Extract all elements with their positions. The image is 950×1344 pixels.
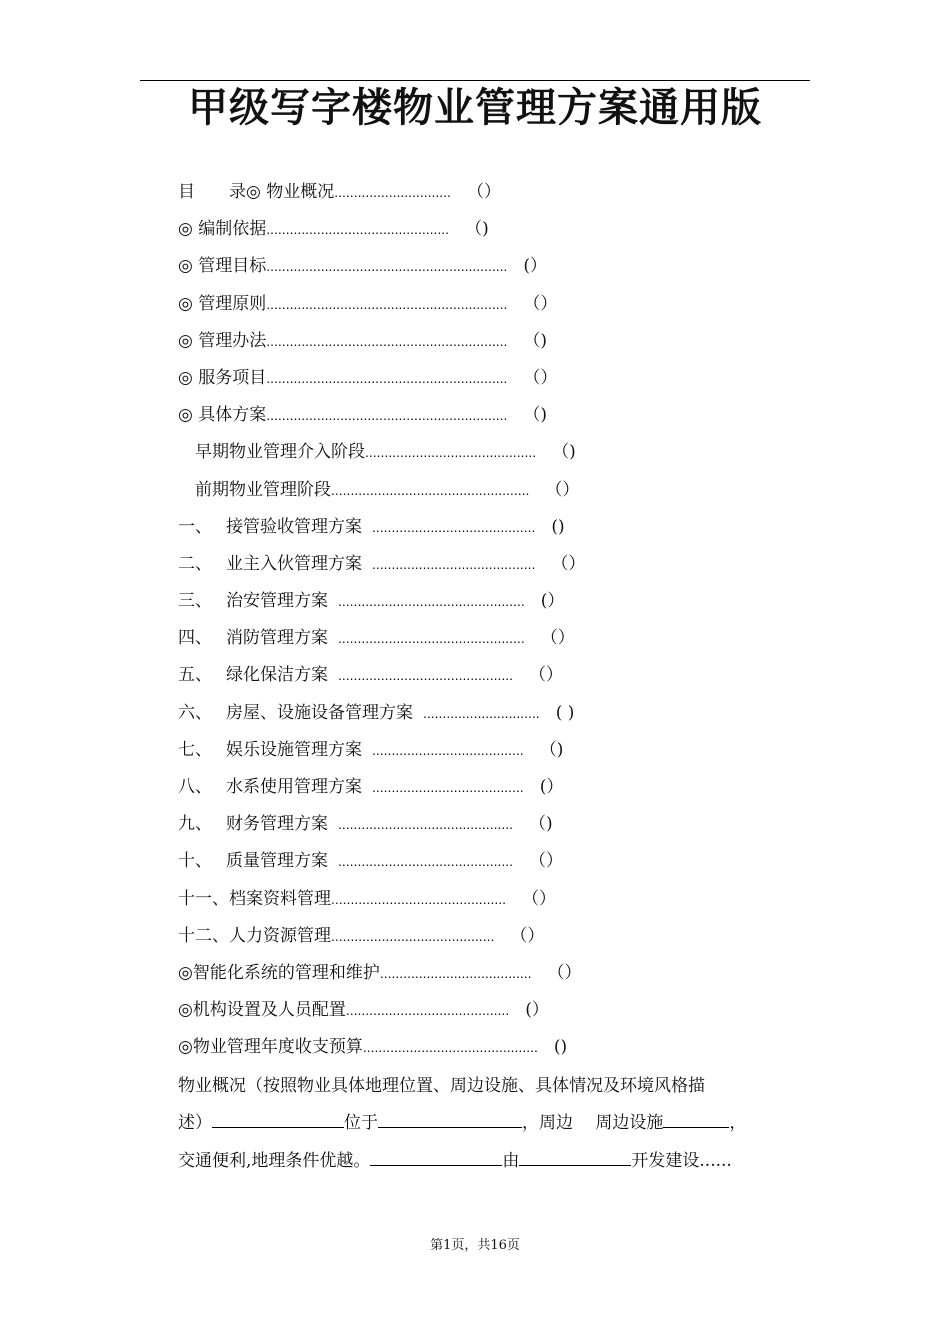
toc-entry-leader-dots: ............................................. <box>362 1039 538 1056</box>
toc-entry <box>178 364 798 401</box>
toc-entry-page: （） <box>551 553 586 574</box>
fill-blank-developer <box>370 1147 502 1166</box>
toc-entry-leader-dots: .............................................................. <box>266 407 508 424</box>
toc-entry-page: （） <box>540 628 575 649</box>
toc-entry-label: 财务管理方案 <box>226 814 328 835</box>
toc-entry <box>178 327 798 364</box>
toc-entry-label: 十一、档案资料管理 <box>178 888 331 909</box>
toc-entry-label: 业主入伙管理方案 <box>226 553 362 574</box>
toc-entry-leader-dots: ............................................. <box>338 667 514 684</box>
toc-entry-page: （） <box>547 962 582 983</box>
toc-entry-leader-dots: ....................................... <box>379 964 532 981</box>
toc-entry-number: 十、 <box>178 851 212 872</box>
toc-entry-page: () <box>553 1037 568 1058</box>
toc-entry-leader-dots: ................................................ <box>338 593 525 610</box>
toc-entry-leader-dots: .......................................... <box>372 518 536 535</box>
toc-entry-leader-dots: ............................................. <box>338 816 514 833</box>
toc-entry-label: ◎ 编制依据 <box>178 219 267 240</box>
toc-entry-page: （) <box>552 442 576 463</box>
toc-entry-label: ◎ 具体方案 <box>178 405 267 426</box>
toc-entry <box>178 773 798 810</box>
toc-entry <box>178 550 798 587</box>
toc-entry-leader-dots: .............................................................. <box>266 332 508 349</box>
toc-entry-page: （） <box>529 665 564 686</box>
toc-entry-page: （） <box>510 925 545 946</box>
toc-entry-label: ◎物业管理年度收支预算 <box>178 1037 363 1058</box>
toc-entry-leader-dots: ............................................. <box>331 890 507 907</box>
toc-entry-leader-dots: ............................................... <box>266 221 450 238</box>
overview-text-3a: 交通便利,地理条件优越。 <box>178 1151 371 1171</box>
toc-entry-number: 七、 <box>178 739 212 760</box>
overview-text-3b: 由 <box>502 1151 520 1171</box>
toc-entry-label: ◎ 管理办法 <box>178 330 267 351</box>
toc-entry <box>178 587 798 624</box>
toc-entry-label: ◎ 管理原则 <box>178 293 267 314</box>
toc-entry-label: 娱乐设施管理方案 <box>226 739 362 760</box>
toc-entry-page: （) <box>529 814 553 835</box>
toc-entry-number: 九、 <box>178 814 212 835</box>
toc-entry-page: (） <box>540 591 565 612</box>
toc-entry-page: （) <box>523 405 548 426</box>
toc-entry-label: 前期物业管理阶段 <box>178 479 331 500</box>
toc-entry-page: (） <box>525 1000 549 1021</box>
toc-entry-leader-dots: .............................................................. <box>266 369 508 386</box>
toc-entry-label: 质量管理方案 <box>226 851 328 872</box>
toc-entry-page: (） <box>539 777 564 797</box>
toc-entry-label: 水系使用管理方案 <box>226 777 362 797</box>
toc-entry-page: （) <box>523 330 548 351</box>
toc-entry <box>178 401 798 438</box>
toc-entry <box>178 252 798 289</box>
overview-line-1 <box>178 1072 778 1100</box>
toc-entry-leader-dots: ....................................... <box>372 779 524 795</box>
overview-text-2c: ，周边 周边设施 <box>522 1113 664 1133</box>
toc-entry <box>178 215 798 252</box>
toc-entry-leader-dots: .......................................... <box>331 927 495 944</box>
overview-text-2d: ， <box>729 1113 747 1133</box>
document-title: 甲级写字楼物业管理方案通用版 <box>188 85 762 131</box>
toc-entry-label: 接管验收管理方案 <box>226 516 362 537</box>
toc-entry <box>178 476 798 513</box>
page-footer: 第1页，共16页 <box>430 1238 520 1253</box>
toc-entry-leader-dots: ............................................ <box>365 444 537 461</box>
toc-entry-number: 五、 <box>178 665 212 686</box>
fill-blank-name <box>212 1109 344 1128</box>
toc-entry <box>178 1033 798 1070</box>
toc-entry-page: （） <box>545 479 580 500</box>
toc-entry-page: （) <box>465 219 489 240</box>
toc-entry-leader-dots: .......................................... <box>372 555 536 572</box>
toc-entry-number: 六、 <box>178 702 212 723</box>
toc-entry <box>178 847 798 884</box>
toc-entry <box>178 996 798 1033</box>
toc-entry <box>178 885 798 922</box>
toc-entry-page: （） <box>466 182 501 202</box>
toc-entry-leader-dots: .............................. <box>423 704 540 721</box>
overview-line-3 <box>178 1147 778 1175</box>
toc-entry-page: （） <box>523 293 558 314</box>
toc-entry-label: 目 录◎ 物业概况 <box>178 182 335 202</box>
fill-blank-builder <box>519 1147 631 1166</box>
toc-entry-leader-dots: ............................................. <box>338 853 514 870</box>
overview-text-3c: 开发建设...... <box>631 1151 732 1171</box>
fill-blank-facilities <box>663 1109 729 1128</box>
toc-entry-number: 四、 <box>178 628 212 649</box>
toc-entry-page: （) <box>539 739 564 760</box>
toc-entry <box>178 178 798 215</box>
table-of-contents <box>178 178 798 1071</box>
toc-entry <box>178 699 798 736</box>
toc-entry-label: ◎ 服务项目 <box>178 367 267 388</box>
toc-entry <box>178 624 798 661</box>
toc-entry-number: 一、 <box>178 516 212 537</box>
toc-entry-label: ◎智能化系统的管理和维护 <box>178 962 380 983</box>
toc-entry-page: () <box>551 516 565 537</box>
overview-text-2b: 位于 <box>344 1113 378 1133</box>
toc-entry-page: (） <box>523 256 548 277</box>
toc-entry <box>178 810 798 847</box>
toc-entry-page: ( ) <box>555 702 575 723</box>
fill-blank-location <box>378 1109 522 1128</box>
toc-entry-label: 十二、人力资源管理 <box>178 925 331 946</box>
overview-line-2 <box>178 1109 778 1137</box>
toc-entry-label: ◎机构设置及人员配置 <box>178 1000 346 1021</box>
toc-entry-label: 绿化保洁方案 <box>226 665 328 686</box>
toc-entry-page: （） <box>523 367 558 388</box>
toc-entry-page: （） <box>522 888 557 909</box>
overview-text-1: 物业概况（按照物业具体地理位置、周边设施、具体情况及环境风格描 <box>178 1076 705 1096</box>
toc-entry-leader-dots: .............................. <box>334 184 451 200</box>
toc-entry <box>178 922 798 959</box>
toc-entry <box>178 736 798 773</box>
overview-text-2a: 述） <box>178 1113 212 1133</box>
toc-entry-leader-dots: ................................................ <box>338 630 525 647</box>
toc-entry-page: （） <box>529 851 564 872</box>
toc-entry-leader-dots: ....................................... <box>372 741 524 758</box>
toc-entry-label: 房屋、设施设备管理方案 <box>226 702 413 723</box>
toc-entry <box>178 513 798 550</box>
toc-entry-leader-dots: .......................................... <box>345 1002 510 1019</box>
toc-entry <box>178 290 798 327</box>
toc-entry <box>178 661 798 698</box>
toc-entry-label: 消防管理方案 <box>226 628 328 649</box>
toc-entry-label: 早期物业管理介入阶段 <box>178 442 365 463</box>
toc-entry <box>178 438 798 475</box>
toc-entry-number: 二、 <box>178 553 212 574</box>
toc-entry <box>178 959 798 996</box>
toc-entry-number: 三、 <box>178 591 212 612</box>
toc-entry-leader-dots: .............................................................. <box>266 295 508 312</box>
header-rule <box>140 80 810 81</box>
toc-entry-leader-dots: .............................................................. <box>266 258 508 275</box>
toc-entry-label: 治安管理方案 <box>226 591 328 612</box>
toc-entry-number: 八、 <box>178 777 212 797</box>
toc-entry-label: ◎ 管理目标 <box>178 256 267 277</box>
toc-entry-leader-dots: ................................................... <box>331 481 530 498</box>
